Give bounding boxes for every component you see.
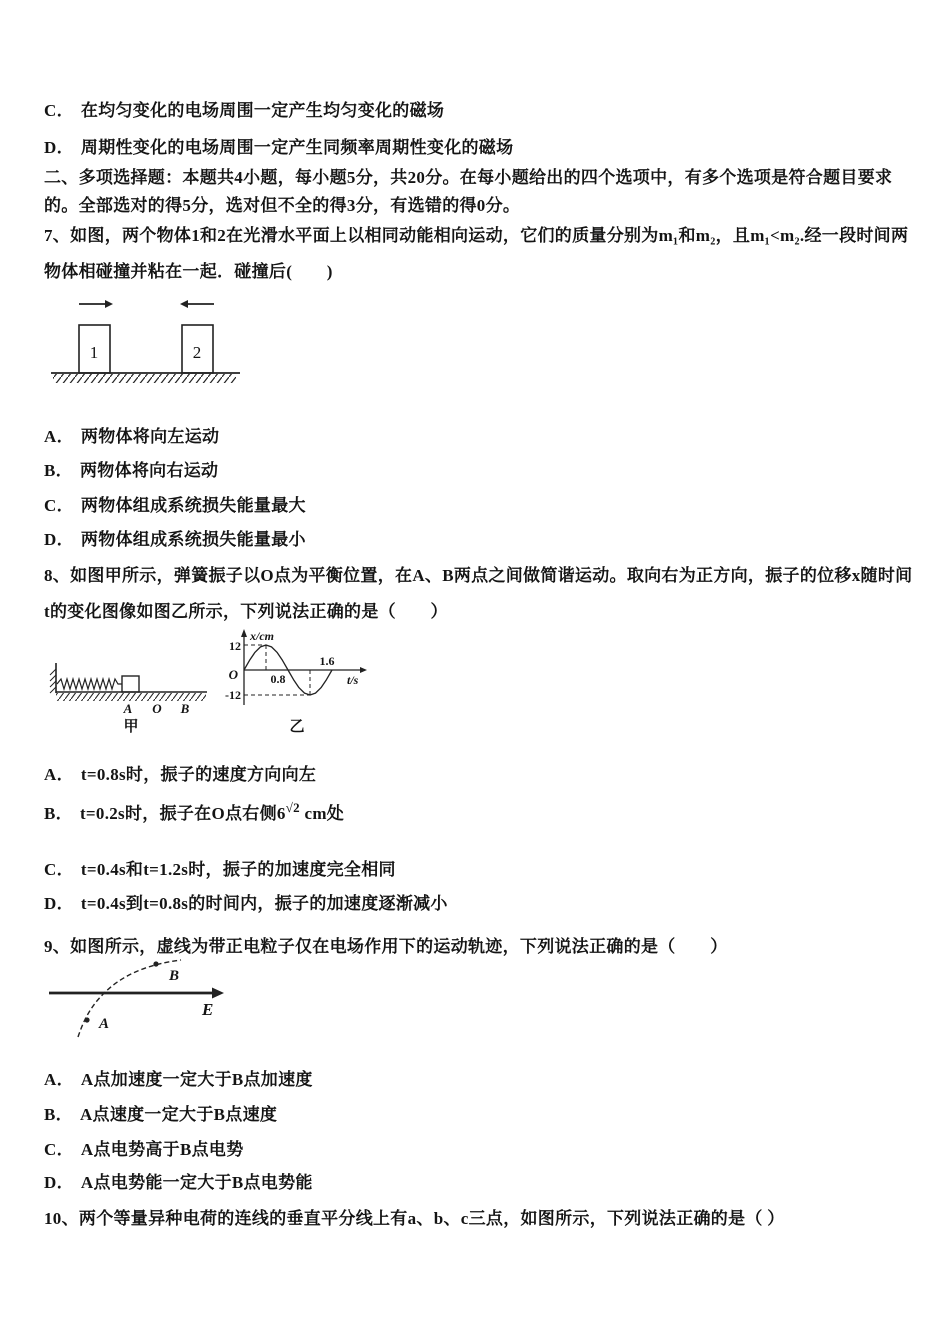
block-2-label: 2 (192, 343, 202, 362)
caption-jia: 甲 (123, 719, 139, 735)
q7-option-B (44, 460, 218, 482)
option-letter: D． (44, 1173, 74, 1192)
graph-y-axis-label: x/cm (250, 629, 274, 643)
option-letter: C． (44, 860, 74, 879)
option-text: t=0.2s时，振子在O点右侧6 (79, 804, 286, 823)
figure-q8-oscillator (47, 627, 377, 737)
graph-t-end-label: 1.6 (319, 654, 335, 668)
question-10-stem: 10、两个等量异种电荷的连线的垂直平分线上有a、b、c三点，如图所示，下列说法正确的是（ ） (44, 1209, 785, 1228)
graph-origin-label: O (228, 667, 238, 682)
option-letter: C． (44, 1140, 74, 1159)
graph-ymin-label: -12 (225, 688, 241, 702)
caption-yi: 乙 (289, 719, 305, 735)
section-2-heading: 二、多项选择题：本题共4小题，每小题5分，共20分。在每小题给出的四个选项中，有多个选项是符合题目要求的。全部选对的得5分，选对但不全的得3分，有选错的得0分。 (44, 168, 893, 215)
q9-option-D (44, 1172, 313, 1194)
point-O-label: O (152, 701, 162, 716)
trajectory-dashed-curve (78, 960, 181, 1037)
point-B-label: B (169, 968, 180, 984)
option-text: 周期性变化的电场周围一定产生同频率周期性变化的磁场 (80, 138, 514, 157)
figure-q7-collision (47, 296, 247, 391)
option-text: A点电势高于B点电势 (80, 1140, 244, 1159)
graph-x-axis-label: t/s (347, 673, 359, 687)
sqrt-2-superscript: √2 (285, 800, 300, 815)
wall-hatch (50, 675, 56, 681)
option-text: 两物体将向左运动 (80, 427, 220, 446)
option-letter: D． (44, 894, 74, 913)
option-text: t=0.8s时，振子的速度方向向左 (80, 765, 317, 784)
q7-option-D (44, 529, 306, 551)
question-7-stem: 7、如图，两个物体1和2在光滑水平面上以相同动能相向运动，它们的质量分别为m₁和m₂，且m₁<m₂.经一段时间两物体相碰撞并粘在一起．碰撞后( ) (44, 226, 909, 281)
graph-ymax-label: 12 (229, 639, 241, 653)
option-letter: D． (44, 530, 74, 549)
option-text: t=0.4s到t=0.8s的时间内，振子的加速度逐渐减小 (80, 894, 448, 913)
option-letter: B． (44, 804, 73, 823)
graph-t-half-label: 0.8 (270, 672, 286, 686)
field-arrow-head (212, 988, 224, 999)
q8-option-D (44, 893, 448, 915)
ground-hatching (53, 374, 236, 383)
option-text: cm处 (299, 804, 345, 823)
point-B-label: B (180, 701, 190, 716)
option-letter: A． (44, 765, 74, 784)
q7-option-A (44, 426, 219, 448)
option-text: A点加速度一定大于B点加速度 (80, 1070, 313, 1089)
velocity-arrow-left-head (180, 300, 188, 308)
option-letter: A． (44, 1070, 74, 1089)
prev-option-D (44, 137, 513, 159)
q8-option-C (44, 859, 396, 881)
point-A-label: A (99, 1016, 110, 1032)
wall-hatch (50, 687, 56, 693)
q9-option-C (44, 1139, 244, 1161)
q8-option-B (44, 800, 345, 826)
option-letter: B． (44, 461, 73, 480)
q9-option-A (44, 1069, 313, 1091)
option-letter: C． (44, 496, 74, 515)
graph-y-axis-arrowhead (241, 629, 247, 637)
option-text: t=0.4s和t=1.2s时，振子的加速度完全相同 (80, 860, 396, 879)
q9-option-B (44, 1104, 277, 1126)
option-letter: C． (44, 101, 74, 120)
question-8-stem: 8、如图甲所示，弹簧振子以O点为平衡位置，在A、B两点之间做简谐运动。取向右为正方向，振子的位移x随时间t的变化图像如图乙所示，下列说法正确的是（ ） (44, 566, 913, 621)
prev-option-C (44, 100, 444, 122)
option-text: A点速度一定大于B点速度 (79, 1105, 278, 1124)
option-text: 两物体组成系统损失能量最小 (80, 530, 306, 549)
wall-hatch (50, 669, 56, 675)
option-letter: A． (44, 427, 74, 446)
point-B-dot (153, 961, 158, 966)
q7-option-C (44, 495, 306, 517)
floor-hatching (56, 693, 206, 701)
option-letter: B． (44, 1105, 73, 1124)
oscillator-block (122, 676, 139, 692)
graph-x-axis-arrowhead (360, 667, 367, 673)
velocity-arrow-right-head (105, 300, 113, 308)
option-text: A点电势能一定大于B点电势能 (80, 1173, 313, 1192)
figure-q9-trajectory (45, 953, 255, 1053)
option-letter: D． (44, 138, 74, 157)
point-A-dot (84, 1017, 89, 1022)
field-E-label: E (202, 1000, 214, 1019)
q8-option-A (44, 764, 316, 786)
wall-hatch (50, 681, 56, 687)
option-text: 两物体将向右运动 (79, 461, 219, 480)
question-9-stem: 9、如图所示，虚线为带正电粒子仅在电场作用下的运动轨迹，下列说法正确的是（ ） (44, 937, 728, 956)
point-A-label: A (123, 701, 133, 716)
block-1-label: 1 (89, 343, 99, 362)
option-text: 两物体组成系统损失能量最大 (80, 496, 306, 515)
option-text: 在均匀变化的电场周围一定产生均匀变化的磁场 (80, 101, 445, 120)
spring (57, 679, 122, 689)
